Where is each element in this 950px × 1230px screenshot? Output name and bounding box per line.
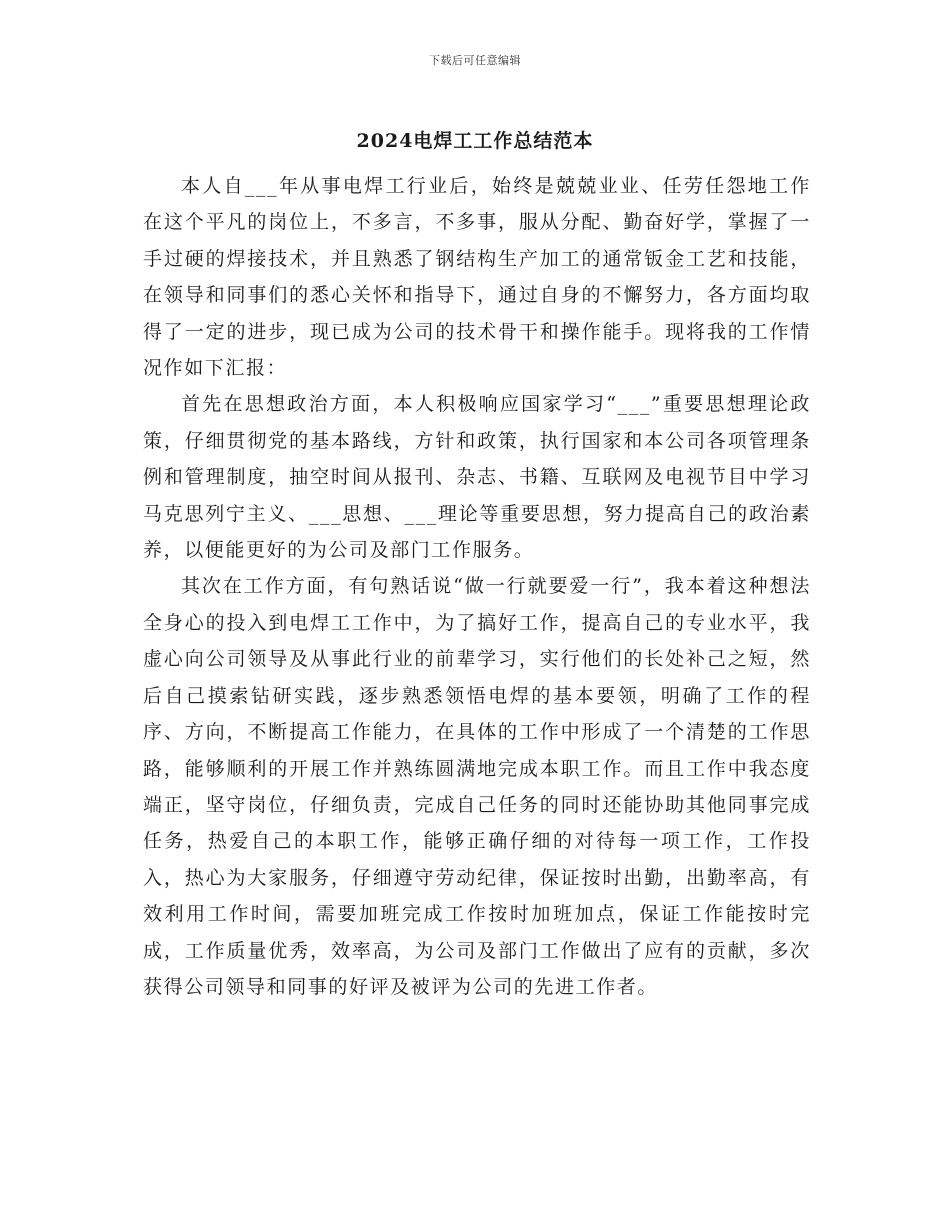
paragraph-intro: 本人自___年从事电焊工行业后，始终是兢兢业业、任劳任怨地工作在这个平凡的岗位上，不多言，不多事，服从分配、勤奋好学，掌握了一手过硬的焊接技术，并且熟悉了钢结构生产加工的通常钣金工艺和技能，在领导和同事们的悉心关怀和指导下，通过自身的不懈努力，各方面均取得了一定的进步，现已成为公司的技术骨干和操作能手。现将我的工作情况作如下汇报： [143, 175, 811, 380]
paragraph-political: 首先在思想政治方面，本人积极响应国家学习“___”重要思想理论政策，仔细贯彻党的基本路线，方针和政策，执行国家和本公司各项管理条例和管理制度，抽空时间从报刊、杂志、书籍、互联网及电视节目中学习马克思列宁主义、___思想、___理论等重要思想，努力提高自己的政治素养，以便能更好的为公司及部门工作服务。 [143, 393, 811, 562]
document-title: 2024电焊工工作总结范本 [356, 130, 594, 152]
document-body [143, 168, 811, 1005]
paragraph-work: 其次在工作方面，有句熟话说“做一行就要爱一行”，我本着这种想法全身心的投入到电焊工工作中，为了搞好工作，提高自己的专业水平，我虚心向公司领导及从事此行业的前辈学习，实行他们的长处补己之短，然后自己摸索钻研实践，逐步熟悉领悟电焊的基本要领，明确了工作的程序、方向，不断提高工作能力，在具体的工作中形成了一个清楚的工作思路，能够顺利的开展工作并熟练圆满地完成本职工作。而且工作中我态度端正，坚守岗位，仔细负责，完成自己任务的同时还能协助其他同事完成任务，热爱自己的本职工作，能够正确仔细的对待每一项工作，工作投入，热心为大家服务，仔细遵守劳动纪律，保证按时出勤，出勤率高，有效利用工作时间，需要加班完成工作按时加班加点，保证工作能按时完成，工作质量优秀，效率高，为公司及部门工作做出了应有的贡献，多次获得公司领导和同事的好评及被评为公司的先进工作者。 [143, 575, 811, 998]
page-header: 下载后可任意编辑 [429, 54, 521, 67]
